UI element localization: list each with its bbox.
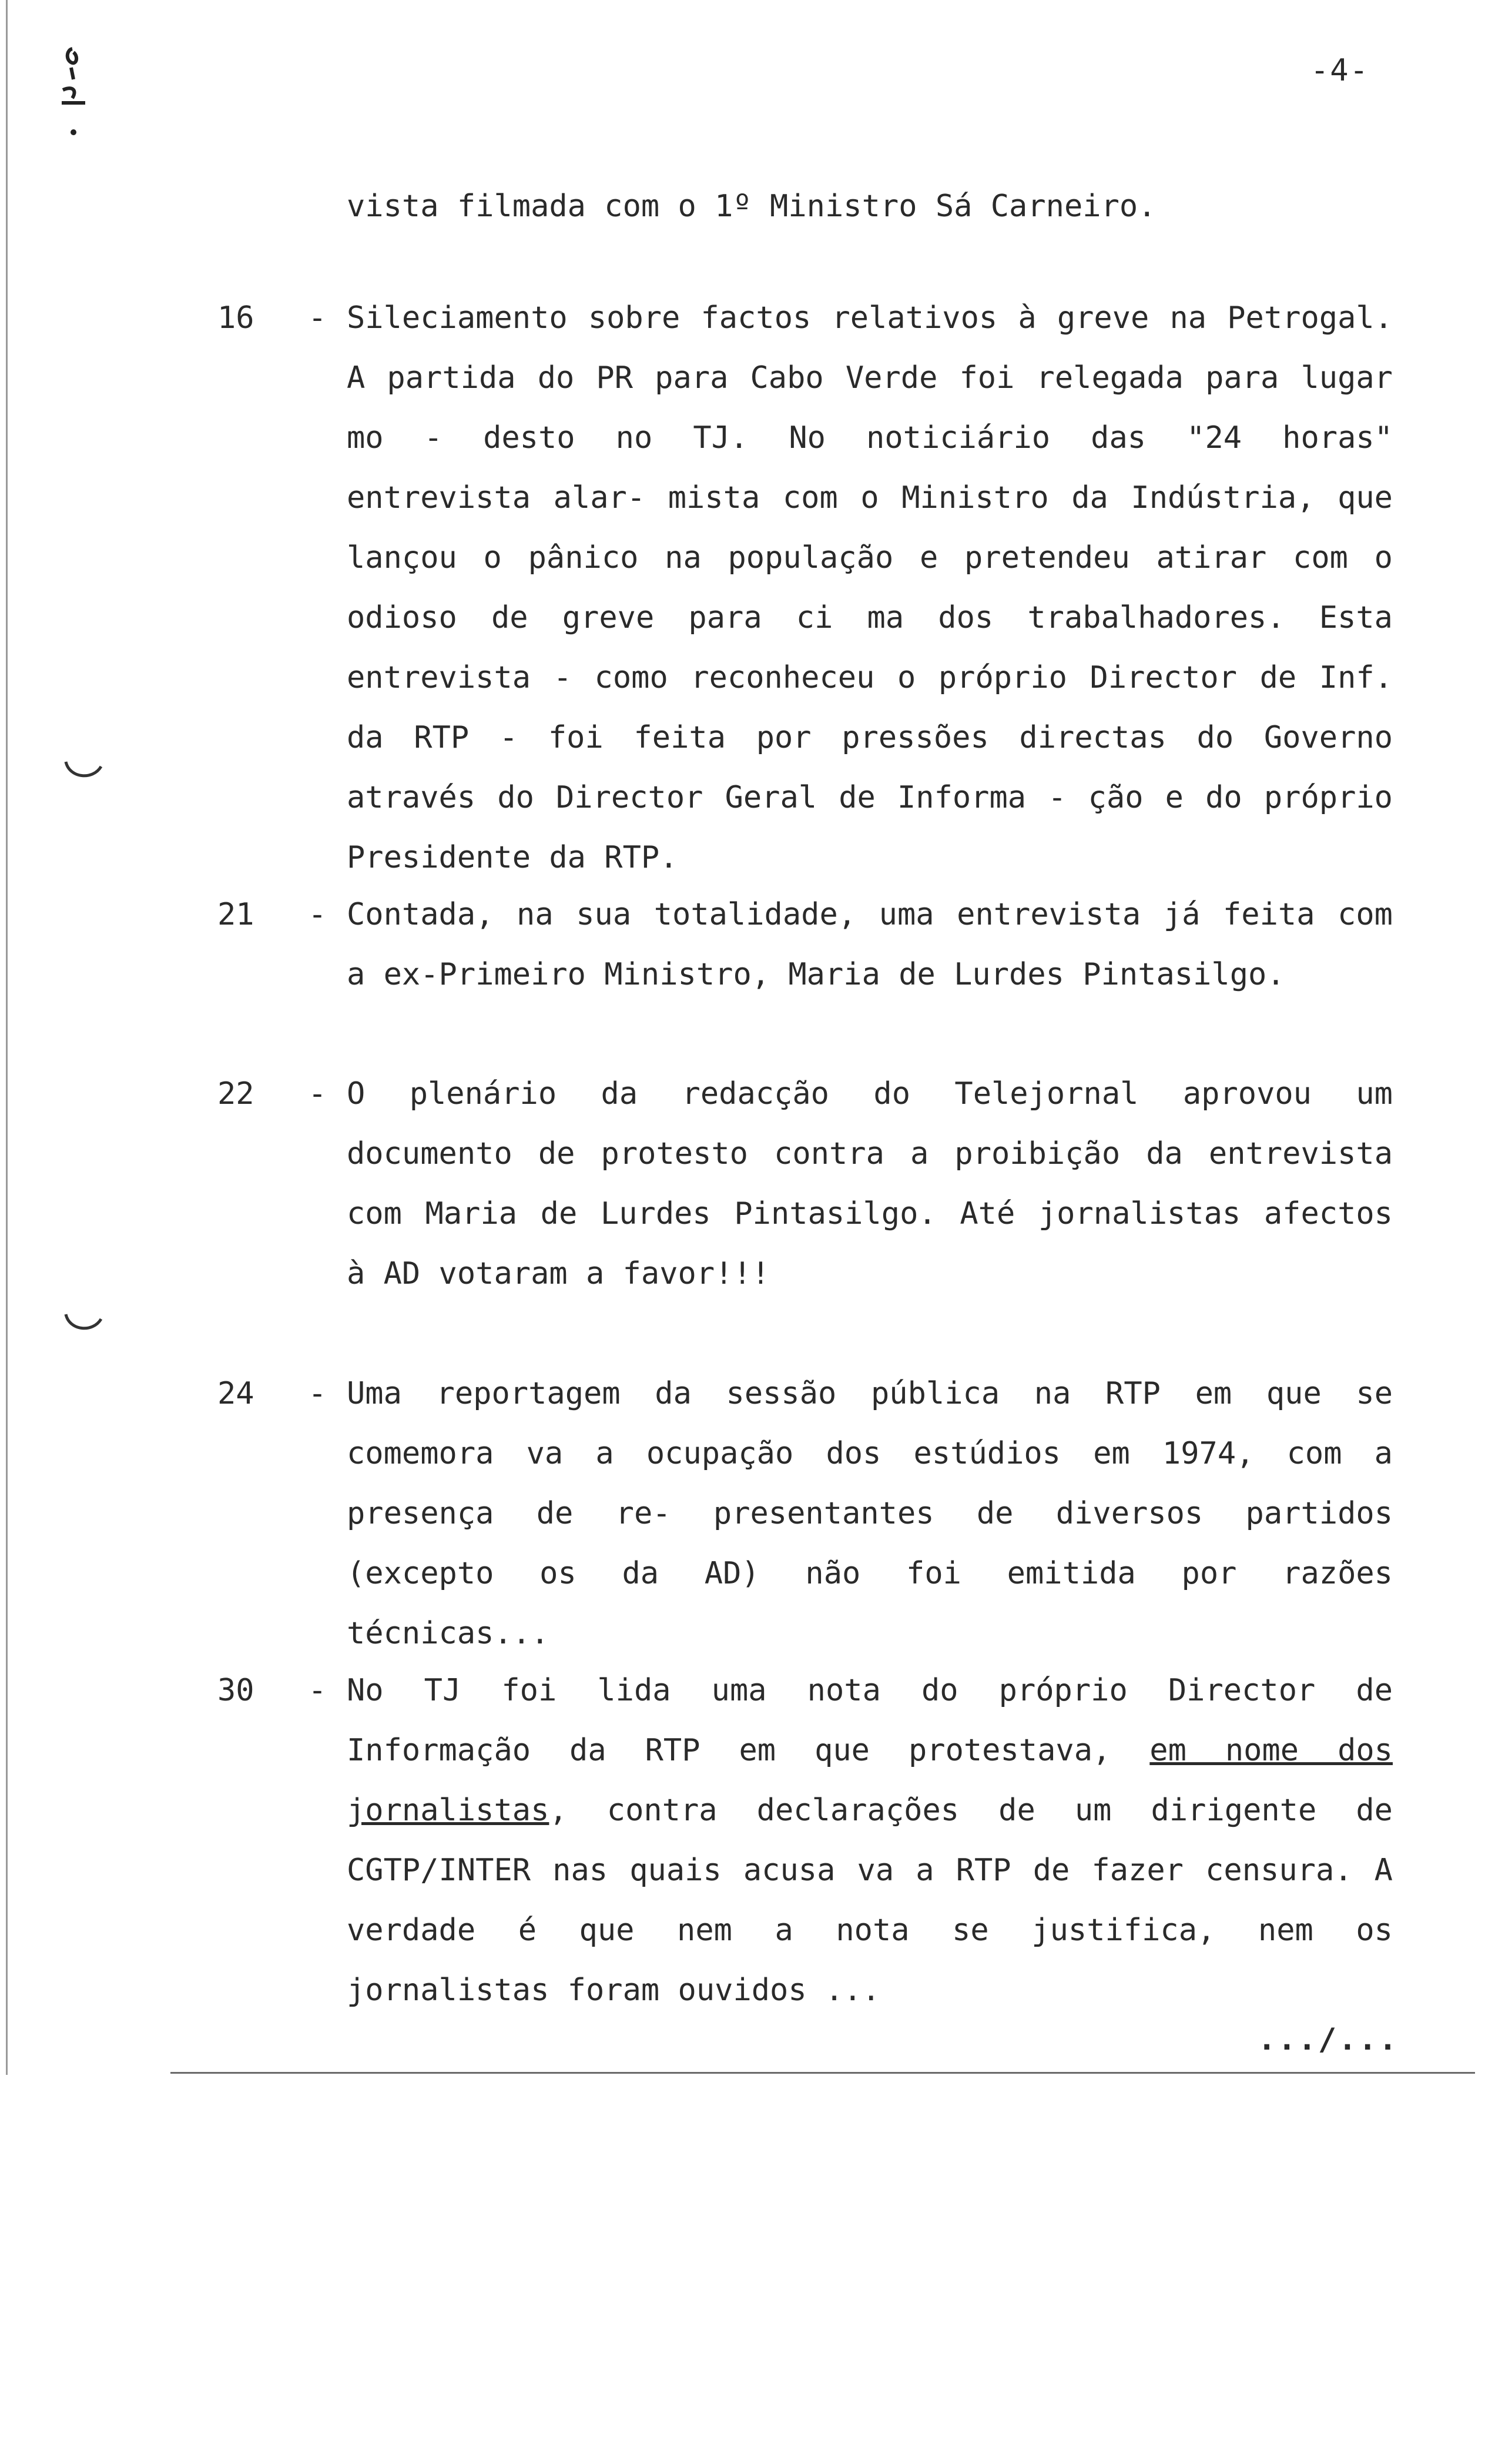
chronology-entry <box>217 288 1399 888</box>
entry-text: Contada, na sua totalidade, uma entrevista já feita com a ex-Primeiro Ministro, Maria de Lurdes Pintasilgo. <box>347 897 1393 992</box>
entry-dash: - <box>308 1076 327 1112</box>
entry-text: Sileciamento sobre factos relativos à greve na Petrogal. A partida do PR para Cabo Verde foi relegada para lugar mo - desto no TJ. No noticiário das "24 horas" entrevista alar- mista com o Ministro da Indústria, que lançou o pânico na população e pretendeu atirar com o odioso de greve para ci ma dos trabalhadores. Esta entrevista - como reconheceu o próprio Director de Inf. da RTP - foi feita por pressões directas do Governo através do Director Geral de Informa - ção e do próprio Presidente da RTP. <box>347 300 1393 875</box>
page-number: -4- <box>1310 53 1369 88</box>
entry-day: 16 <box>217 300 254 336</box>
handwritten-margin-mark <box>56 44 91 162</box>
entry-dash: - <box>308 897 327 932</box>
entry-dash: - <box>308 300 327 336</box>
entry-text: Uma reportagem da sessão pública na RTP em que se comemora va a ocupação dos estúdios em 1974, com a presença de re- presentantes de diversos partidos (excepto os da AD) não foi emitida por razões técnicas... <box>347 1376 1393 1651</box>
chronology-entry <box>217 1364 1399 1663</box>
continued-paragraph: vista filmada com o 1º Ministro Sá Carneiro. <box>347 189 1157 224</box>
chronology-entry <box>217 1064 1399 1304</box>
entry-day: 22 <box>217 1076 254 1112</box>
entry-dash: - <box>308 1376 327 1411</box>
entry-text: O plenário da redacção do Telejornal aprovou um documento de protesto contra a proibição da entrevista com Maria de Lurdes Pintasilgo. Até jornalistas afectos à AD votaram a favor!!! <box>347 1076 1393 1291</box>
entry-text-end: , contra declarações de um dirigente de CGTP/INTER nas quais acusa va a RTP de fazer censura. A verdade é que nem a nota se justifica, nem os jornalistas foram ouvidos ... <box>347 1793 1393 2008</box>
binder-hole-mark <box>63 758 105 782</box>
chronology-entry <box>217 885 1399 1005</box>
entry-text <box>347 1660 1393 2020</box>
continuation-mark: .../... <box>1258 2022 1399 2057</box>
entry-dash: - <box>308 1673 327 1708</box>
entry-day: 24 <box>217 1376 254 1411</box>
footer-rule <box>170 2072 1475 2074</box>
underlined-phrase: em nome dos jornalistas <box>347 1733 1393 1828</box>
binder-hole-mark <box>63 1311 105 1334</box>
page-left-edge-line <box>6 0 8 2075</box>
entry-text-start: No TJ foi lida uma nota do próprio Director de Informação da RTP em que protestava, <box>347 1673 1393 1768</box>
entry-day: 21 <box>217 897 254 932</box>
entry-day: 30 <box>217 1673 254 1708</box>
chronology-entry <box>217 1660 1399 2020</box>
